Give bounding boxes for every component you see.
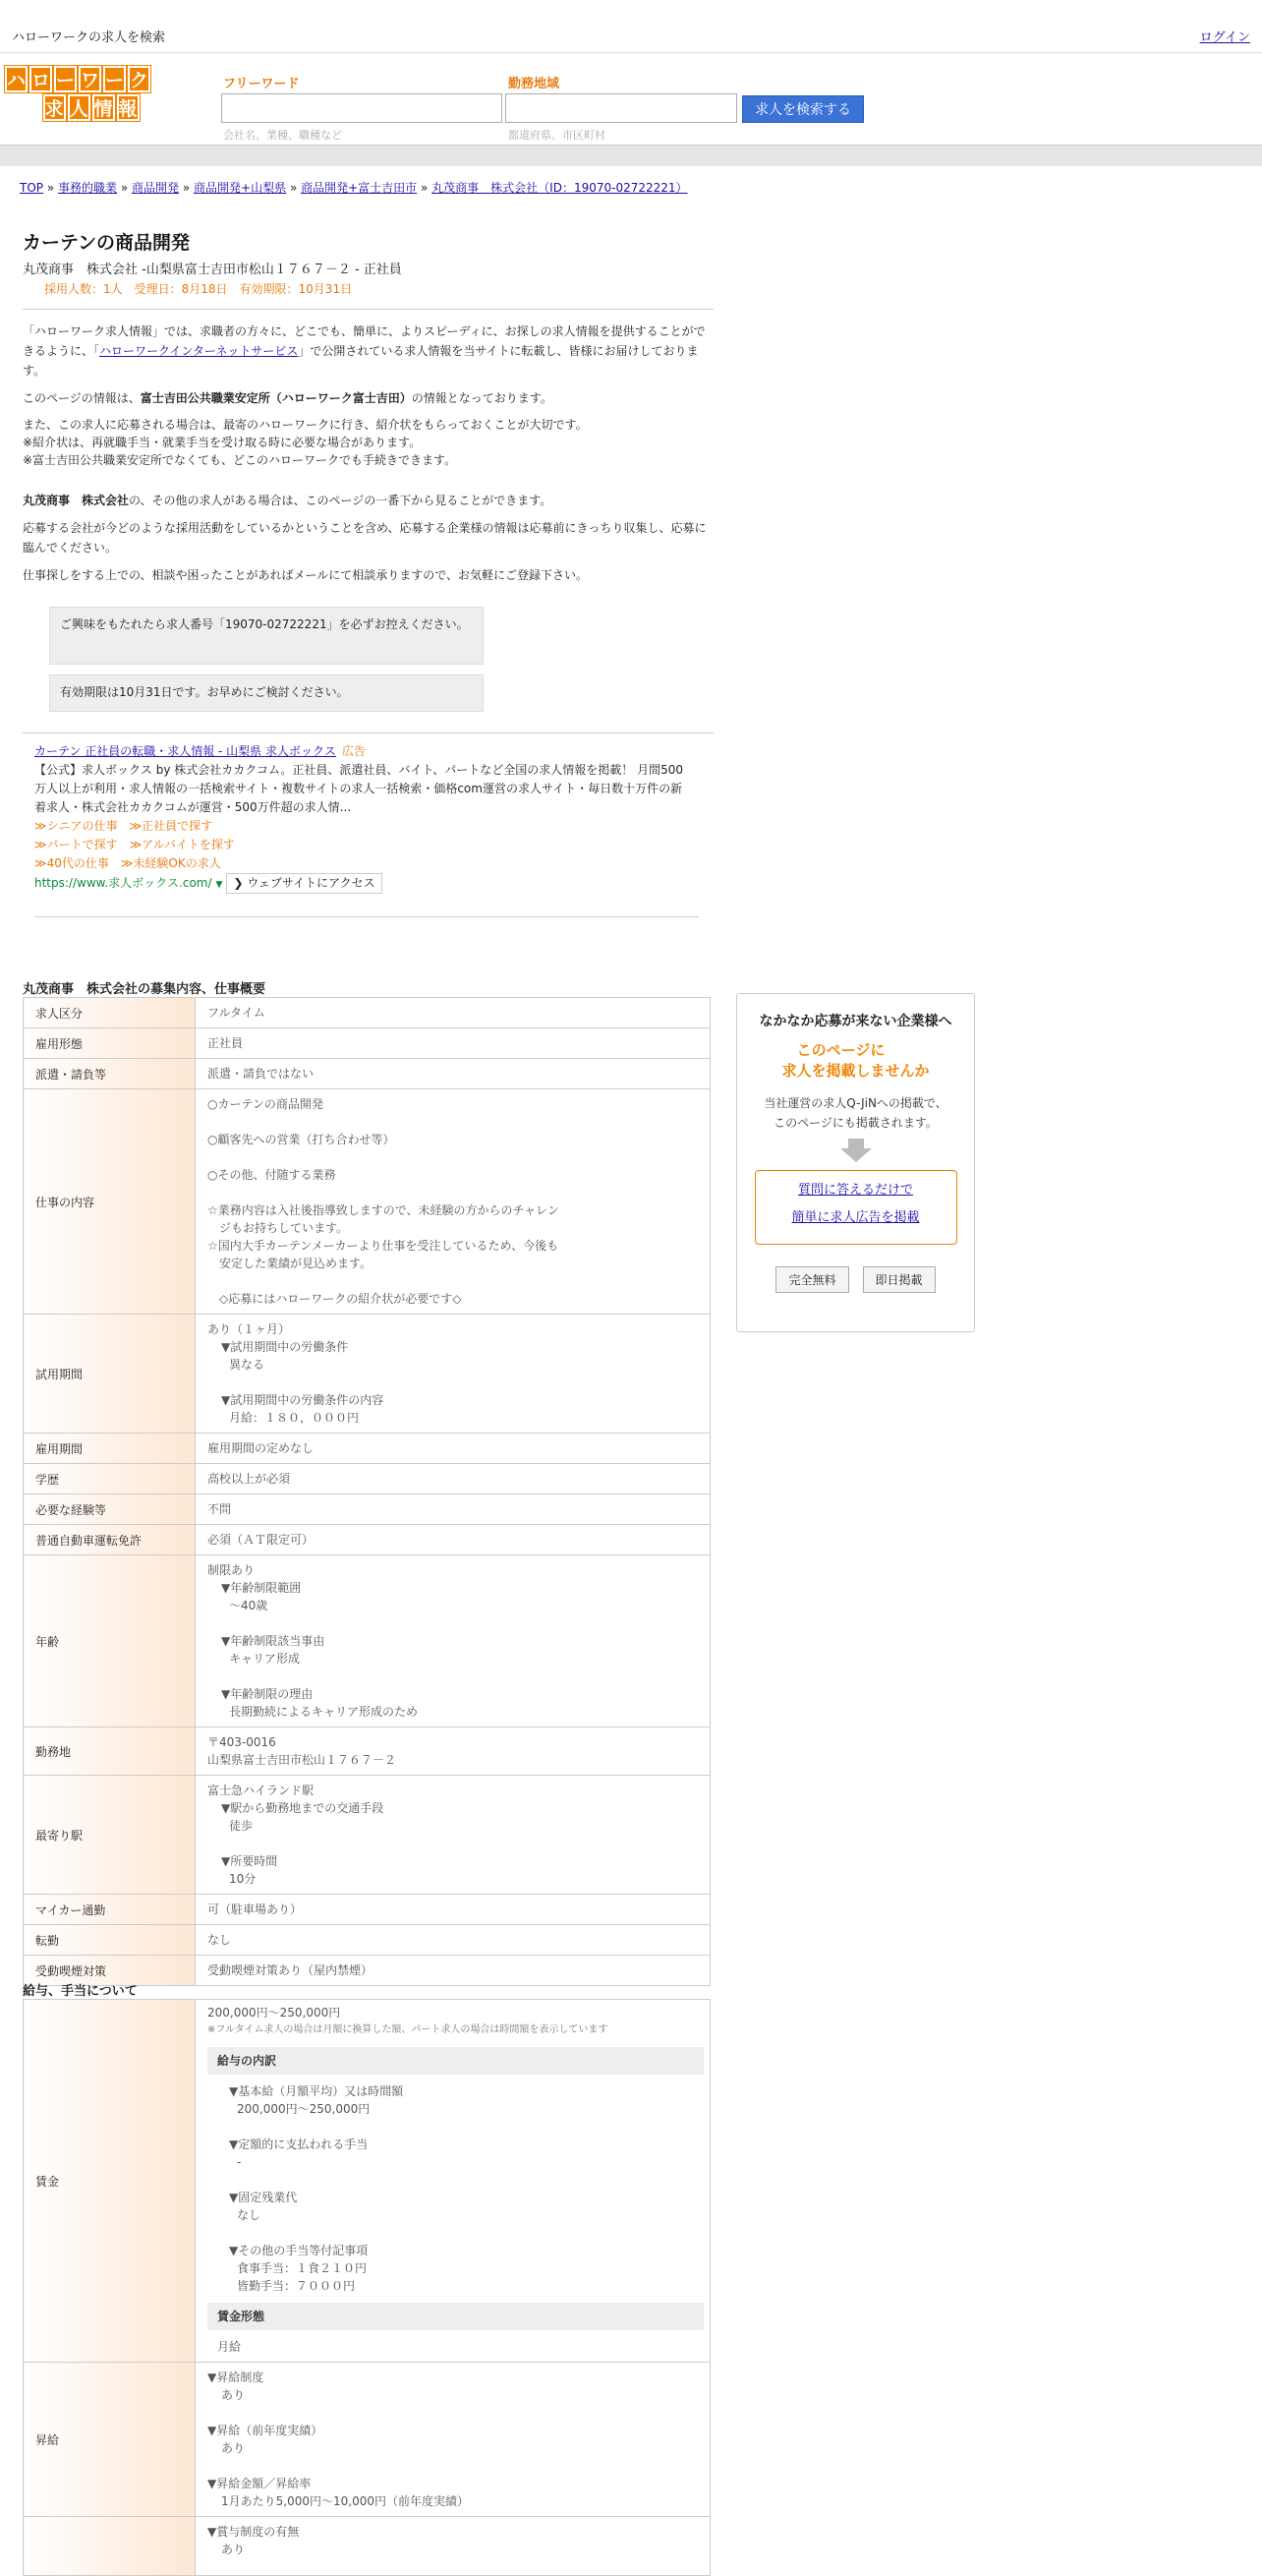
value-line: 10分 (229, 1872, 257, 1886)
promo-headline-line: 求人を掲載しませんか (781, 1062, 930, 1080)
same-day-button[interactable]: 即日掲載 (863, 1266, 936, 1293)
value-line: ▼基本給（月額平均）又は時間額 (229, 2084, 404, 2098)
ad-link-seishain[interactable]: ≫正社員で探す (129, 819, 213, 833)
table-row (24, 1028, 711, 1059)
row-value (196, 1776, 711, 1895)
section-title-salary: 給与、手当について (23, 1984, 138, 1999)
row-label: 派遣・請負等 (24, 1059, 196, 1089)
value-line: あり (221, 2441, 246, 2455)
divider (34, 916, 699, 917)
table-row (24, 2517, 711, 2576)
value-line: ▼昇給制度 (207, 2371, 264, 2384)
ad-url-row (34, 873, 683, 895)
value-line: ▼年齢制限範囲 (221, 1581, 302, 1595)
office-text: このページの情報は、 (23, 391, 141, 405)
other-jobs-text: の、その他の求人がある場合は、このページの一番下から見ることができます。 (129, 494, 552, 507)
job-number-notice: ご興味をもたれたら求人番号「19070-02722221」を必ずお控えください。 (49, 607, 484, 665)
area-label: 勤務地域 (508, 77, 560, 91)
value-line: 安定した業績が見込めます。 (207, 1257, 373, 1270)
table-row (24, 2000, 711, 2363)
site-logo[interactable] (5, 66, 177, 123)
promo-headline (737, 1040, 974, 1082)
promo-headline-line: このページに (796, 1041, 886, 1059)
row-value: 正社員 (196, 1028, 711, 1059)
breadcrumb-separator: » (182, 181, 191, 195)
value-line: ▼年齢制限の理由 (221, 1687, 314, 1701)
row-label: 受動喫煙対策 (24, 1956, 196, 1986)
office-paragraph (23, 388, 714, 408)
row-value: 不問 (196, 1494, 711, 1525)
value-line: 富士急ハイランド駅 (207, 1784, 315, 1797)
value-line: 〒403-0016 (207, 1735, 276, 1749)
table-row (24, 1059, 711, 1089)
divider (23, 732, 714, 733)
logo-char: ー (54, 66, 77, 92)
referral-text: ※富士吉田公共職業安定所でなくても、どこのハローワークでも手続きできます。 (23, 453, 457, 467)
value-line: 異なる (229, 1358, 265, 1372)
value-line: ☆業務内容は入社後指導致しますので、未経験の方からのチャレン (207, 1203, 559, 1217)
row-label: マイカー通勤 (24, 1895, 196, 1925)
hellowork-internet-link[interactable]: ハローワークインターネットサービス (99, 344, 299, 358)
intro-text: 「ハローワーク求人情報」では、求職者の方々に、どこでも、簡単に、よりスピーディに、お探しの求人情報を提供することができるように、「 (23, 324, 706, 358)
breadcrumb-top[interactable]: TOP (20, 181, 44, 195)
row-value (196, 2000, 711, 2363)
breadcrumb-company[interactable]: 丸茂商事 株式会社（ID：19070-02722221） (431, 181, 688, 195)
value-line: ○顧客先への営業（打ち合わせ等） (207, 1133, 395, 1146)
table-row (24, 2363, 711, 2517)
logo-char: 求 (43, 94, 66, 121)
promo-title: なかなか応募が来ない企業様へ (759, 1014, 952, 1029)
intro-paragraph (23, 322, 714, 381)
table-row (24, 1315, 711, 1434)
logo-char: ハ (5, 66, 28, 92)
table-row (24, 1555, 711, 1727)
value-line: ○カーテンの商品開発 (207, 1097, 323, 1111)
table-row (24, 1525, 711, 1555)
value-line: ジもお持ちしています。 (207, 1221, 349, 1235)
table-row (24, 1895, 711, 1925)
expiry-notice: 有効期限は10月31日です。お早めにご検討ください。 (49, 674, 484, 712)
value-line: 長期勤続によるキャリア形成のため (229, 1705, 419, 1719)
promo-text-line: 当社運営の求人Q-JiNへの掲載で、 (764, 1096, 947, 1110)
site-title: ハローワークの求人を検索 (12, 30, 166, 45)
row-value: 派遣・請負ではない (196, 1059, 711, 1089)
keyword-label: フリーワード (223, 77, 300, 91)
value-line: あり (221, 2543, 246, 2556)
value-line: あり (221, 2388, 246, 2402)
breadcrumb-category[interactable]: 事務的職業 (58, 181, 118, 195)
free-button[interactable]: 完全無料 (775, 1266, 848, 1293)
other-jobs-paragraph (23, 491, 714, 510)
table-row (24, 1089, 711, 1315)
row-label: 転勤 (24, 1925, 196, 1956)
ad-title (34, 742, 683, 761)
promo-text (737, 1093, 974, 1133)
wage-type-value: 月給 (217, 2340, 242, 2354)
value-line: キャリア形成 (229, 1652, 301, 1666)
logo-char: 人 (68, 94, 90, 121)
promo-text-line: このページにも掲載されます。 (774, 1116, 938, 1130)
job-overview-table (23, 997, 711, 1986)
logo-char: ワ (79, 66, 101, 92)
ad-link-40s[interactable]: ≫40代の仕事 (34, 856, 109, 870)
value-line: 食事手当：１食２１０円 (237, 2261, 368, 2275)
row-label: 勤務地 (24, 1727, 196, 1776)
row-value: フルタイム (196, 998, 711, 1028)
value-line: 皆勤手当：７０００円 (237, 2279, 356, 2293)
value-line: ▼所要時間 (221, 1854, 278, 1868)
salary-note: ※フルタイム求人の場合は月額に換算した額、パート求人の場合は時間額を表示しています (207, 2024, 608, 2035)
keyword-placeholder: 会社名、業種、職種など (223, 129, 342, 142)
logo-char: ー (103, 66, 126, 92)
main-content (23, 228, 714, 593)
table-row (24, 998, 711, 1028)
row-value (196, 1727, 711, 1776)
visit-website-button[interactable]: ❯ ウェブサイトにアクセス (226, 873, 381, 894)
value-line: 徒歩 (229, 1819, 254, 1833)
value-line: ▼昇給金額／昇給率 (207, 2477, 312, 2490)
logo-char: 情 (92, 94, 115, 121)
divider (23, 309, 714, 310)
row-value (196, 2363, 711, 2517)
ad-title-link[interactable]: カーテン 正社員の転職・求人情報 - 山梨県 求人ボックス (34, 744, 336, 758)
table-row (24, 1727, 711, 1776)
table-row (24, 1776, 711, 1895)
logo-char: ロ (29, 66, 52, 92)
ad-link-part[interactable]: ≫パートで探す (34, 838, 118, 851)
salary-table (23, 1999, 711, 2576)
company-name: 丸茂商事 株式会社 (23, 494, 130, 507)
intro-text: 」で公開されている求人情報を当サイトに転載し、皆様にお届けしております。 (23, 344, 699, 378)
ad-links (34, 817, 683, 873)
ad-block (34, 742, 683, 895)
breadcrumb-separator: » (120, 181, 129, 195)
value-line: ☆国内大手カーテンメーカーより仕事を受注しているため、今後も (207, 1239, 559, 1253)
ad-description: 【公式】求人ボックス by 株式会社カカクコム。正社員、派遣社員、バイト、パートなど全国の求人情報を掲載！ 月間500万人以上が利用・求人情報の一括検索サイト・複数サイトの求人一括検索・価格com運営の求人サイト・毎日数十万件の新着求人・株式会社カカクコムが運営・500万件超の求人情... (34, 763, 683, 814)
row-value (196, 1089, 711, 1315)
value-line: 1月あたり5,000円〜10,000円（前年度実績） (221, 2494, 469, 2508)
salary-range: 200,000円〜250,000円 (207, 2006, 341, 2020)
search-button[interactable]: 求人を検索する (742, 95, 864, 123)
promo-link-answer[interactable]: 質問に答えるだけで (797, 1183, 913, 1198)
salary-breakdown-heading: 給与の内訳 (207, 2047, 704, 2075)
row-label: 仕事の内容 (24, 1089, 196, 1315)
row-value: 雇用期間の定めなし (196, 1434, 711, 1464)
ad-url[interactable]: https://www.求人ボックス.com/ (34, 876, 212, 890)
value-line: ▼賞与制度の有無 (207, 2525, 300, 2539)
breadcrumb-prefecture[interactable]: 商品開発+山梨県 (194, 181, 287, 195)
row-value: なし (196, 1925, 711, 1956)
row-label: 雇用形態 (24, 1028, 196, 1059)
sidebar-promo (736, 993, 975, 1332)
value-line: ▼年齢制限該当事由 (221, 1634, 325, 1648)
row-label: 昇給 (24, 2363, 196, 2517)
office-name: 富士吉田公共職業安定所（ハローワーク富士吉田） (140, 391, 412, 405)
area-input[interactable] (505, 93, 737, 123)
wage-type-heading: 賃金形態 (207, 2303, 704, 2330)
referral-text: また、この求人に応募される場合は、最寄のハローワークに行き、紹介状をもらっておくことが大切です。 (23, 418, 588, 432)
job-title: カーテンの商品開発 (23, 232, 191, 254)
breadcrumb (20, 179, 688, 196)
office-text: の情報となっております。 (411, 391, 552, 405)
value-line: 制限あり (207, 1563, 256, 1577)
table-row (24, 1464, 711, 1494)
row-value: 受動喫煙対策あり（屋内禁煙） (196, 1956, 711, 1986)
row-value: 必須（ＡＴ限定可） (196, 1525, 711, 1555)
breadcrumb-city[interactable]: 商品開発+富士吉田市 (301, 181, 418, 195)
promo-link-box (755, 1170, 957, 1245)
row-label: 必要な経験等 (24, 1494, 196, 1525)
area-placeholder: 都道府県、市区町村 (508, 129, 605, 142)
table-row (24, 1434, 711, 1464)
section-title-overview: 丸茂商事 株式会社の募集内容、仕事概要 (23, 982, 266, 997)
value-line: ▼駅から勤務地までの交通手段 (221, 1801, 384, 1815)
row-label: 賃金 (24, 2000, 196, 2363)
breadcrumb-separator: » (289, 181, 298, 195)
row-label: 普通自動車運転免許 (24, 1525, 196, 1555)
referral-text: ※紹介状は、再就職手当・就業手当を受け取る時に必要な場合があります。 (23, 436, 422, 449)
row-value: 可（駐車場あり） (196, 1895, 711, 1925)
value-line: 山梨県富士吉田市松山１７６７－２ (207, 1753, 397, 1767)
logo-char: ク (128, 66, 150, 92)
breadcrumb-separator: » (46, 181, 55, 195)
table-row (24, 1925, 711, 1956)
promo-buttons (737, 1266, 974, 1293)
value-line: ◇応募にはハローワークの紹介状が必要です◇ (207, 1292, 462, 1306)
ad-label: 広告 (341, 744, 366, 758)
logo-char: 報 (117, 94, 140, 121)
value-line: ▼その他の手当等付記事項 (229, 2244, 369, 2257)
row-value: 高校以上が必須 (196, 1464, 711, 1494)
consult-paragraph: 仕事探しをする上での、相談や困ったことがあればメールにて相談承りますので、お気軽にご登録下さい。 (23, 568, 589, 582)
value-line: ▼試用期間中の労働条件の内容 (221, 1393, 384, 1407)
value-line: 〜40歳 (229, 1599, 268, 1612)
row-label: 求人区分 (24, 998, 196, 1028)
breadcrumb-job[interactable]: 商品開発 (132, 181, 180, 195)
header-divider (0, 145, 1262, 166)
row-label: 年齢 (24, 1555, 196, 1727)
value-line: ▼昇給（前年度実績） (207, 2424, 323, 2437)
row-label: 学歴 (24, 1464, 196, 1494)
value-line: 200,000円〜250,000円 (237, 2102, 371, 2116)
referral-paragraph (23, 416, 714, 469)
job-meta: 採用人数：1人 受理日：8月18日 有効期限：10月31日 (44, 282, 353, 296)
keyword-input[interactable] (221, 93, 502, 123)
row-value (196, 1315, 711, 1434)
value-line: ○その他、付随する業務 (207, 1168, 336, 1182)
row-label: 雇用期間 (24, 1434, 196, 1464)
value-line: 月給：１８０，０００円 (229, 1411, 360, 1425)
promo-link-post[interactable]: 簡単に求人広告を掲載 (791, 1210, 920, 1225)
value-line: あり（１ヶ月） (207, 1322, 291, 1336)
value-line: なし (237, 2208, 261, 2222)
row-value (196, 2517, 711, 2576)
value-line: - (237, 2155, 242, 2169)
ad-link-arbeit[interactable]: ≫アルバイトを探す (129, 838, 235, 851)
value-line: ▼試用期間中の労働条件 (221, 1340, 349, 1354)
arrow-down-icon (840, 1148, 872, 1162)
top-bar (0, 0, 1262, 53)
ad-link-senior[interactable]: ≫シニアの仕事 (34, 819, 118, 833)
row-value (196, 1555, 711, 1727)
ad-link-mikeiken[interactable]: ≫未経験OKの求人 (120, 856, 221, 870)
value-line: ▼定額的に支払われる手当 (229, 2137, 369, 2151)
row-label (24, 2517, 196, 2576)
arrow-down-icon (848, 1139, 864, 1148)
table-row (24, 1494, 711, 1525)
login-link[interactable]: ログイン (1199, 30, 1250, 45)
company-line: 丸茂商事 株式会社 -山梨県富士吉田市松山１７６７－２ - 正社員 (23, 263, 402, 277)
row-label: 試用期間 (24, 1315, 196, 1434)
row-label: 最寄り駅 (24, 1776, 196, 1895)
breadcrumb-separator: » (421, 181, 429, 195)
advice-paragraph: 応募する会社が今どのような採用活動をしているかということを含め、応募する企業様の情報は応募前にきっちり収集し、応募に臨んでください。 (23, 521, 707, 555)
caret-down-icon[interactable]: ▼ (215, 880, 223, 890)
value-line: ▼固定残業代 (229, 2191, 298, 2204)
